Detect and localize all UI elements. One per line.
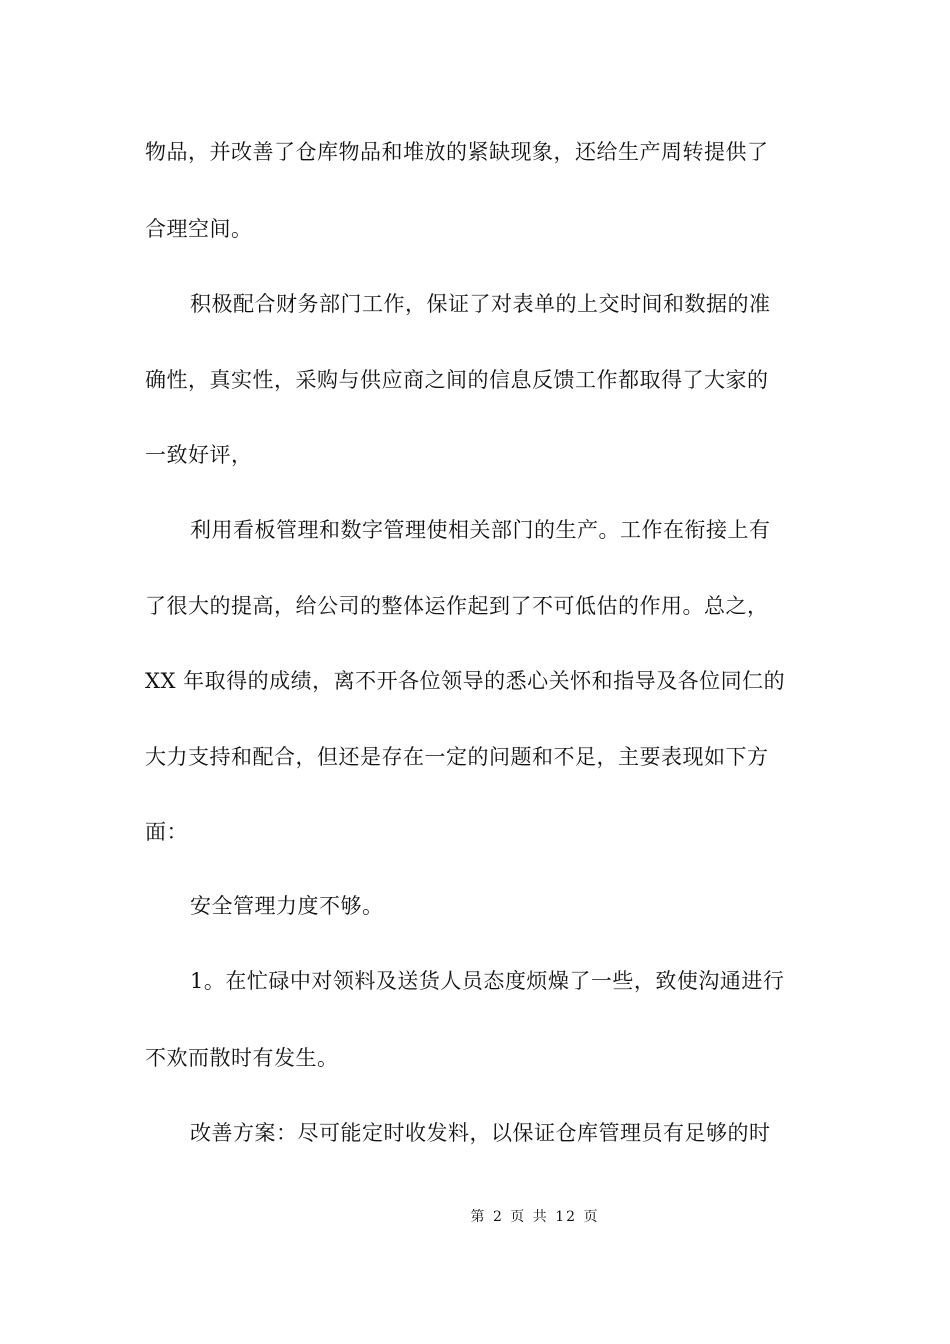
body-text-line: 一致好评， [145, 443, 253, 467]
paragraph-start-line: 安全管理力度不够。 [190, 894, 384, 918]
body-text-line: 合理空间。 [145, 217, 253, 241]
body-text-line: 面： [145, 820, 188, 844]
body-text-line: 了很大的提高，给公司的整体运作起到了不可低估的作用。总之， [145, 594, 769, 618]
paragraph-start-line: 改善方案：尽可能定时收发料，以保证仓库管理员有足够的时 [190, 1121, 771, 1145]
paragraph-start-line: 积极配合财务部门工作，保证了对表单的上交时间和数据的准 [190, 292, 771, 316]
paragraph-start-line: 1。在忙碌中对领料及送货人员态度烦燥了一些，致使沟通进行 [190, 969, 785, 993]
body-text-line: 确性，真实性，采购与供应商之间的信息反馈工作都取得了大家的 [145, 368, 769, 392]
body-text-line: 不欢而散时有发生。 [145, 1046, 339, 1070]
body-text-line: XX 年取得的成绩，离不开各位领导的悉心关怀和指导及各位同仁的 [145, 669, 786, 693]
body-text-line: 大力支持和配合，但还是存在一定的问题和不足，主要表现如下方 [145, 745, 769, 769]
page-number-footer: 第 2 页 共 12 页 [470, 1209, 600, 1225]
body-text-line: 物品，并改善了仓库物品和堆放的紧缺现象，还给生产周转提供了 [145, 140, 769, 164]
paragraph-start-line: 利用看板管理和数字管理使相关部门的生产。工作在衔接上有 [190, 518, 771, 542]
